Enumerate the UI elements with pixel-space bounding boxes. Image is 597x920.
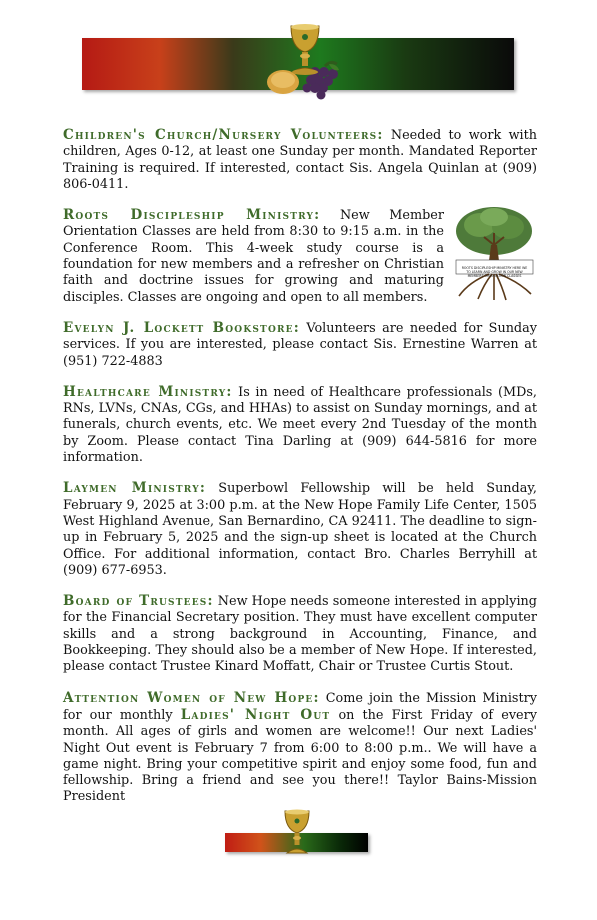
roots-discipleship-image — [452, 205, 537, 303]
section-body: Volunteers are needed for Sunday services. If you are interested, please contact Sis. Ernestine Warren at (951) 722-4883 — [63, 320, 537, 369]
tree-of-life-icon — [452, 205, 537, 303]
section-body: New Hope needs someone interested in applying for the Financial Secretary position. They must have excellent computer skills and a strong background in Accounting, Finance, and Bookkeeping. They should also be a member of New Hope. If interested, please contact Trustee Kinard Moffatt, Chair or Trustee Curtis Stout. — [63, 594, 537, 675]
section-heading: Laymen Ministry: — [63, 480, 207, 497]
section-trustees — [63, 593, 537, 675]
section-laymen — [63, 480, 537, 579]
section-healthcare — [63, 384, 537, 466]
section-heading: Healthcare Ministry: — [63, 383, 233, 400]
tree-caption: ROOTS DISCIPLESHIP MINISTRY HERE WE TO LEARN AND GROW IN OUR NEW MEMBERS ORIENTATION CLASSES — [461, 266, 528, 278]
section-body: Needed to work with children, Ages 0-12, at least one Sunday per month. Mandated Reporter Training is required. If interested, contact Sis. Angela Quinlan at (909) 806-0411. — [63, 128, 538, 192]
section-heading: Board of Trustees: — [63, 593, 214, 610]
chalice-icon — [281, 808, 313, 856]
section-body-a: Come join the Mission Ministry for our monthly — [63, 690, 537, 723]
section-body-b: on the First Friday of every month. All ages of girls and women are welcome!! Our next Ladies' Night Out event is February 7 from 6:00 to 8:00 p.m.. We will have a game night. Bring your competitive spirit and enjoy some food, fun and fellowship. Bring a friend and see you there!! Taylor Bains-Mission President — [63, 707, 537, 805]
section-heading: Children's Church/Nursery Volunteers: — [63, 127, 384, 143]
inline-heading-ladies-night-out: Ladies' Night Out — [180, 706, 331, 723]
announcements — [63, 127, 537, 820]
section-body: Superbowl Fellowship will be held Sunday, February 9, 2025 at 3:00 p.m. at the New Hope Family Life Center, 1505 West Highland Avenue, San Bernardino, CA 92411. The deadline to sign-up in February 5, 2025 and the sign-up sheet is located at the Church Office. For additional information, contact Bro. Charles Berryhill at (909) 677-6953. — [63, 481, 537, 578]
section-bookstore — [63, 320, 537, 370]
section-women-of-new-hope — [63, 690, 537, 806]
section-body: New Member Orientation Classes are held from 8:30 to 9:15 a.m. in the Conference Room. This 4-week study course is a foundation for new members and a refresher on Christian faith and doctrine issues for growing and maturing disciples. Classes are ongoing and open to all members. — [63, 208, 444, 305]
section-roots-discipleship — [63, 207, 537, 306]
section-body: Is in need of Healthcare professionals (MDs, RNs, LVNs, CNAs, CGs, and HHAs) to assist on Sunday mornings, and at funerals, church events, etc. We meet every 2nd Tuesday of the month by Zoom. Please contact Tina Darling at (909) 644-5816 for more information. — [63, 384, 537, 466]
section-heading: Evelyn J. Lockett Bookstore: — [63, 319, 300, 336]
chalice-grapes-bread-icon — [263, 20, 347, 104]
section-heading: Roots Discipleship Ministry: — [63, 207, 321, 224]
section-childrens-church — [63, 127, 537, 193]
section-heading: Attention Women of New Hope: — [63, 689, 320, 706]
